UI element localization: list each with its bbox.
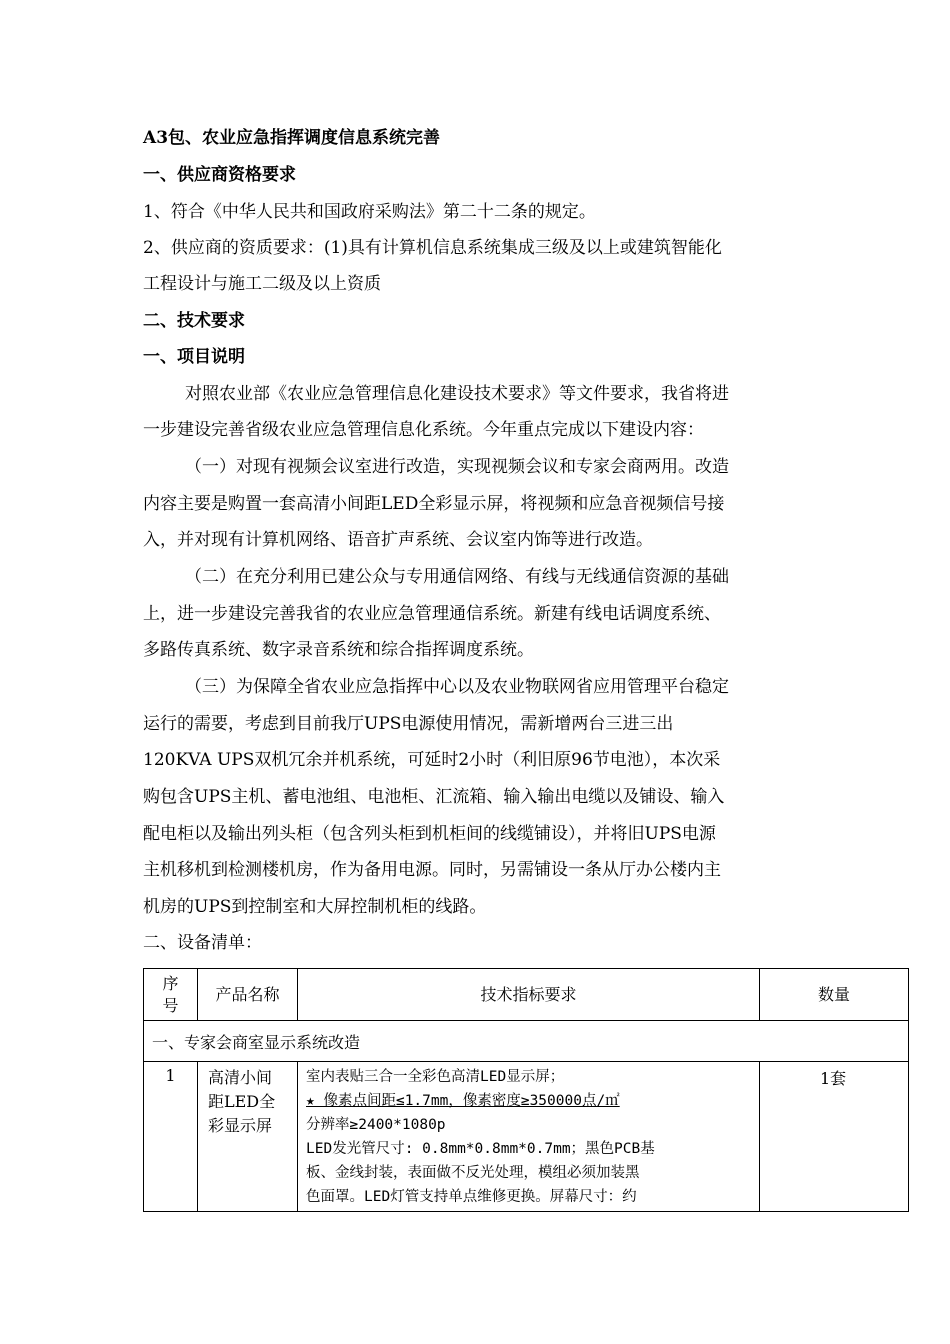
header-quantity: 数量: [760, 969, 909, 1021]
spec-line: 色面罩。LED灯管支持单点维修更换。屏幕尺寸：约: [306, 1189, 637, 1205]
item3-paragraph-line: 运行的需要，考虑到目前我厅UPS电源使用情况，需新增两台三进三出: [143, 714, 674, 734]
item2-paragraph-line: 多路传真系统、数字录音系统和综合指挥调度系统。: [143, 640, 534, 660]
spec-line-highlight: ★ 像素点间距≤1.7mm，像素密度≥350000点/㎡: [306, 1093, 620, 1109]
table-section-row: [144, 1021, 909, 1062]
requirement-1: 1、符合《中华人民共和国政府采购法》第二十二条的规定。: [143, 202, 596, 222]
supplier-qualification-heading: 一、供应商资格要求: [143, 165, 296, 185]
header-seq: 序 号: [144, 969, 198, 1021]
row-tech-spec: [298, 1062, 760, 1212]
item2-paragraph-line: （二）在充分利用已建公众与专用通信网络、有线与无线通信资源的基础: [185, 567, 729, 587]
row-quantity: 1套: [760, 1062, 909, 1212]
spec-line: 板、金线封装，表面做不反光处理，模组必须加装黑: [306, 1165, 640, 1181]
spec-line: 分辨率≥2400*1080p: [306, 1117, 446, 1133]
item3-paragraph-line: 机房的UPS到控制室和大屏控制机柜的线路。: [143, 897, 487, 917]
item3-paragraph-line: （三）为保障全省农业应急指挥中心以及农业物联网省应用管理平台稳定: [185, 677, 729, 697]
item1-paragraph-line: （一）对现有视频会议室进行改造，实现视频会议和专家会商两用。改造: [185, 457, 729, 477]
requirement-2-line-2: 工程设计与施工二级及以上资质: [143, 274, 381, 294]
intro-paragraph-line: 一步建设完善省级农业应急管理信息化系统。今年重点完成以下建设内容：: [143, 420, 704, 440]
requirement-2-line-1: 2、供应商的资质要求：(1)具有计算机信息系统集成三级及以上或建筑智能化: [143, 238, 722, 258]
equipment-table: [143, 968, 909, 1212]
row-product-name: 高清小间 距LED全 彩显示屏: [198, 1062, 298, 1212]
item1-paragraph-line: 入，并对现有计算机网络、语音扩声系统、会议室内饰等进行改造。: [143, 530, 653, 550]
header-product-name: 产品名称: [198, 969, 298, 1021]
item3-paragraph-line: 购包含UPS主机、蓄电池组、电池柜、汇流箱、输入输出电缆以及铺设、输入: [143, 787, 725, 807]
header-tech-spec: 技术指标要求: [298, 969, 760, 1021]
spec-line: LED发光管尺寸: 0.8mm*0.8mm*0.7mm；黑色PCB基: [306, 1141, 655, 1157]
row-seq: 1: [144, 1062, 198, 1212]
technical-requirements-heading: 二、技术要求: [143, 311, 245, 331]
table-header-row: [144, 969, 909, 1021]
table-row: [144, 1062, 909, 1212]
equipment-list-heading: 二、设备清单：: [143, 933, 262, 953]
item2-paragraph-line: 上，进一步建设完善我省的农业应急管理通信系统。新建有线电话调度系统、: [143, 604, 721, 624]
item1-paragraph-line: 内容主要是购置一套高清小间距LED全彩显示屏，将视频和应急音视频信号接: [143, 494, 725, 514]
item3-paragraph-line: 120KVA UPS双机冗余并机系统，可延时2小时（利旧原96节电池），本次采: [143, 750, 721, 770]
item3-paragraph-line: 配电柜以及输出列头柜（包含列头柜到机柜间的线缆铺设），并将旧UPS电源: [143, 824, 716, 844]
spec-line: 室内表贴三合一全彩色高清LED显示屏；: [306, 1069, 565, 1085]
project-description-heading: 一、项目说明: [143, 347, 245, 367]
section-row-title: 一、专家会商室显示系统改造: [144, 1021, 909, 1062]
item3-paragraph-line: 主机移机到检测楼机房，作为备用电源。同时，另需铺设一条从厅办公楼内主: [143, 860, 721, 880]
document-title: A3包、农业应急指挥调度信息系统完善: [143, 128, 441, 148]
intro-paragraph-line: 对照农业部《农业应急管理信息化建设技术要求》等文件要求，我省将进: [185, 384, 729, 404]
